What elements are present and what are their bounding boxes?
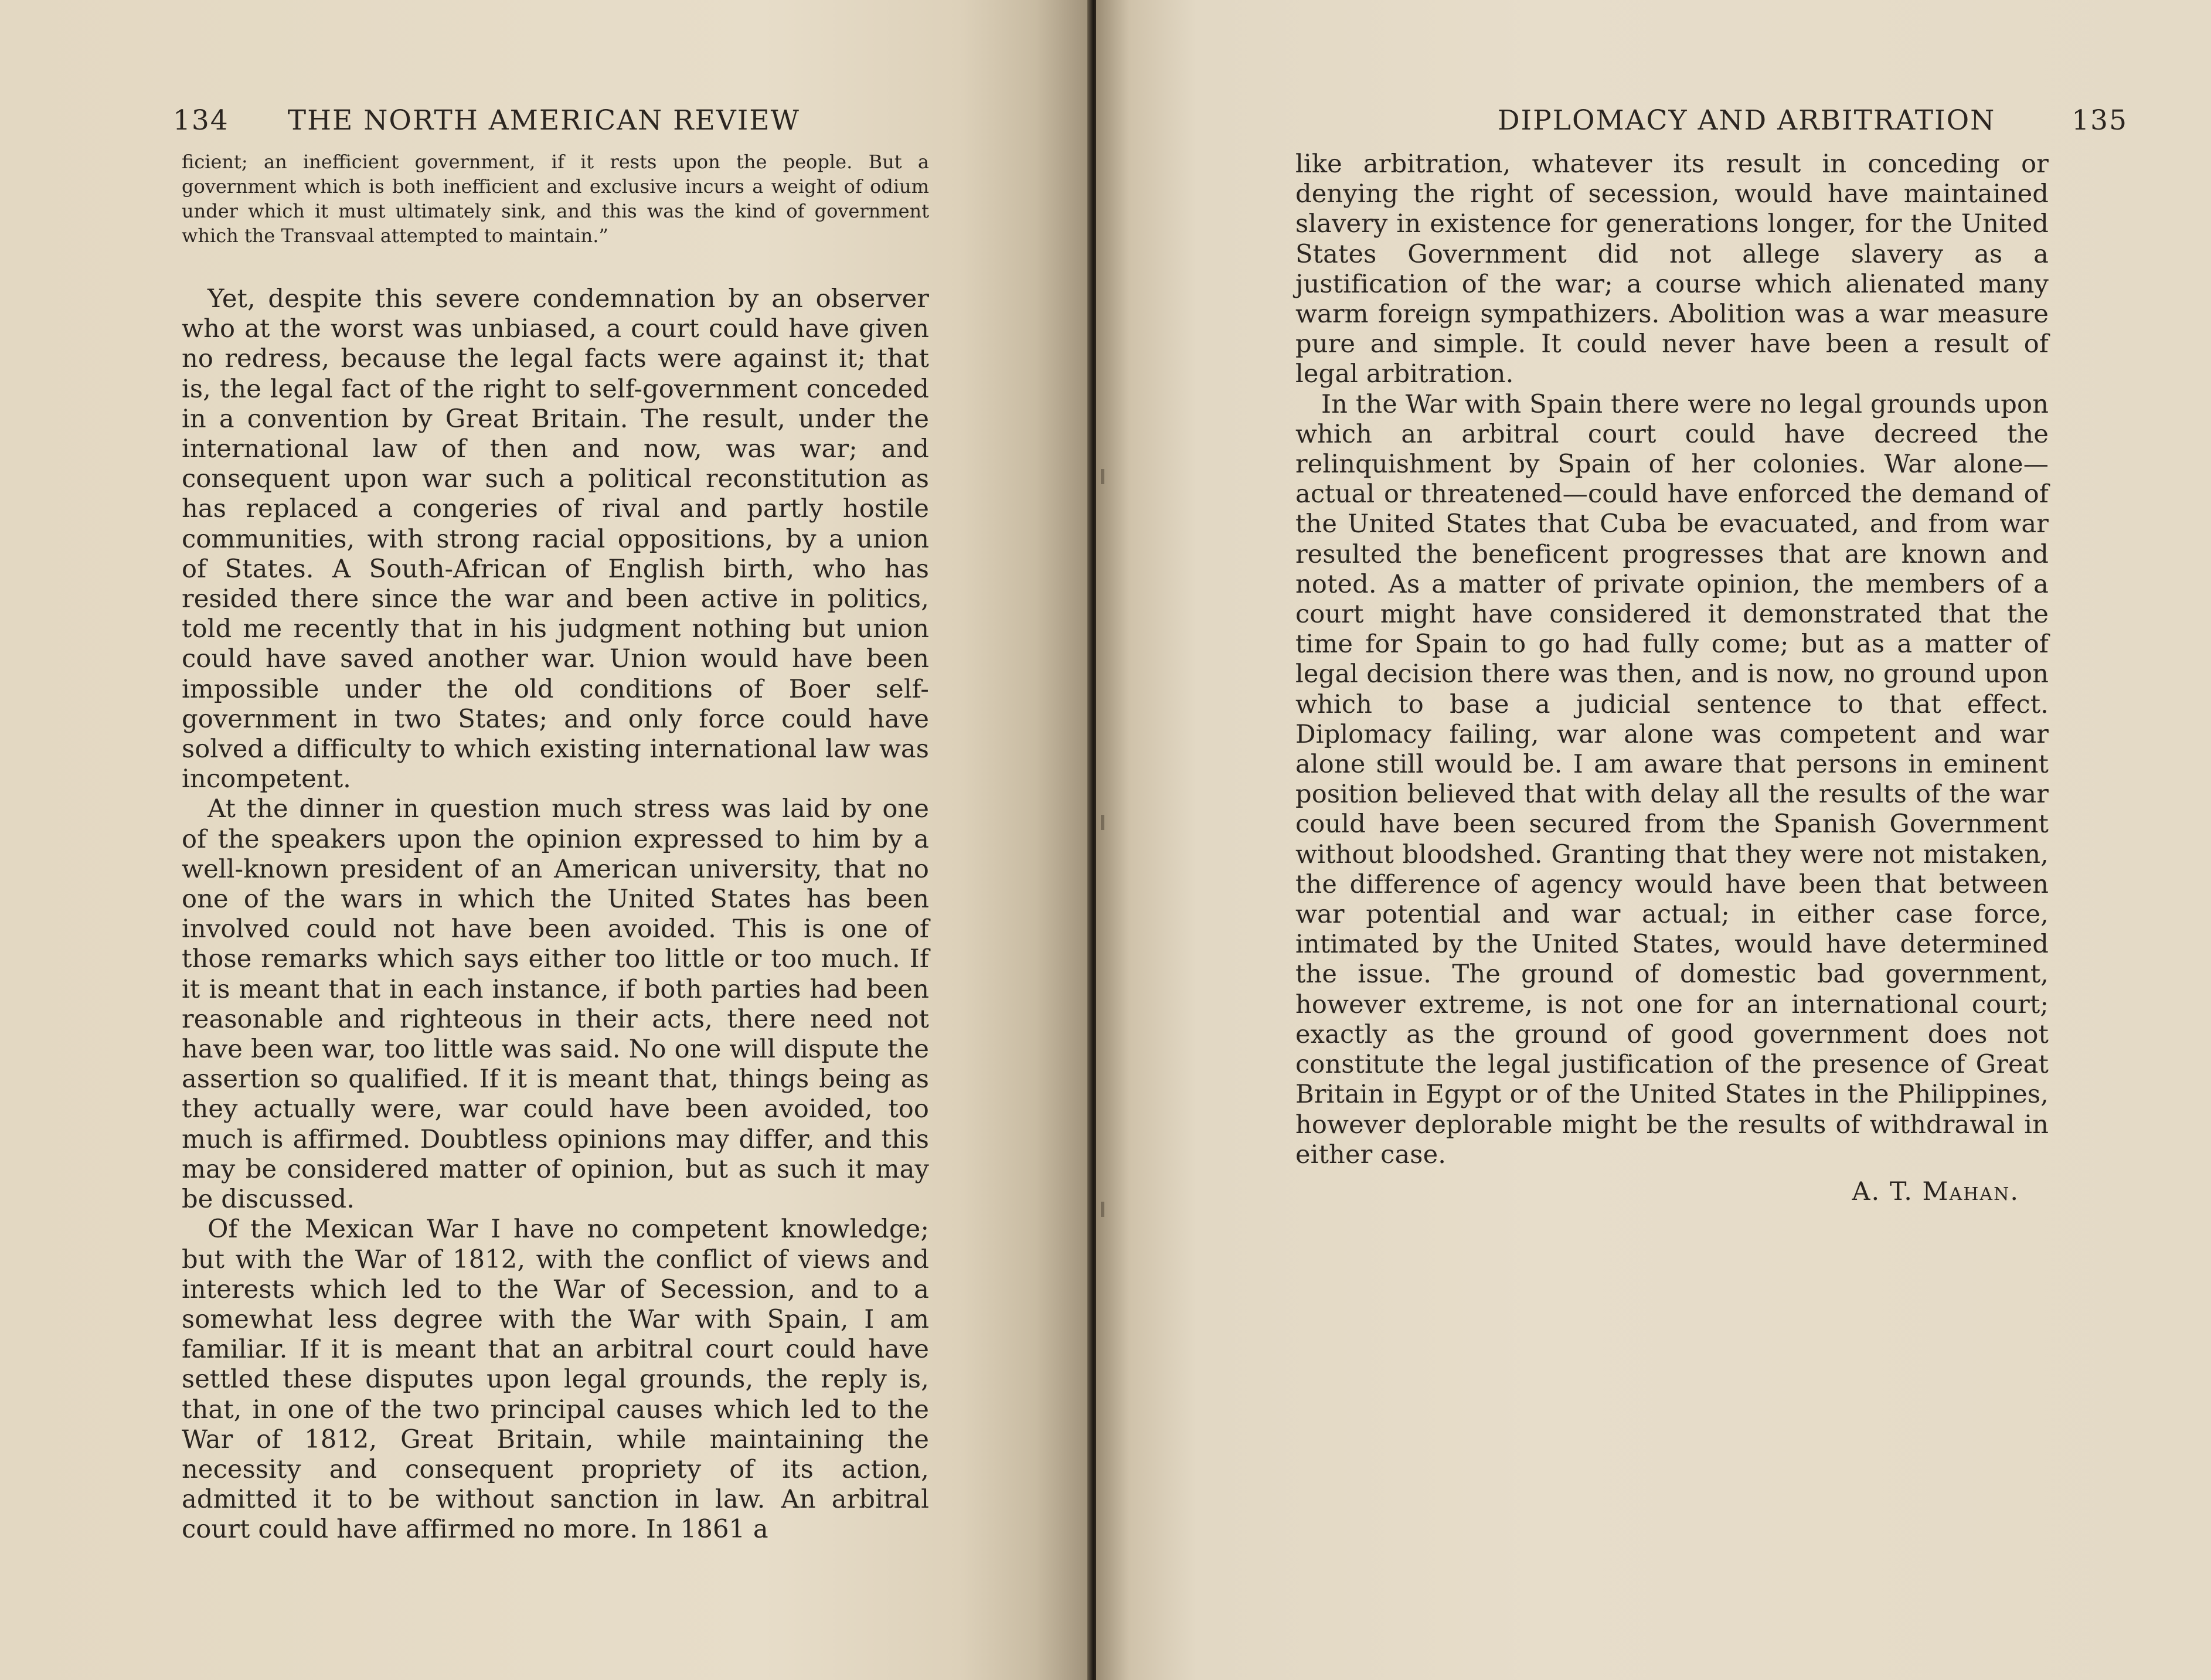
binding-mark xyxy=(1101,815,1104,830)
left-paragraph-3: Of the Mexican War I have no competent knowledge; but with the War of 1812, with the conflict of views and interests which led to the War of Secession, and to a somewhat less degree with the War with Spain, I am familiar. If it is meant that an arbitral court could have settled these disputes upon legal grounds, the reply is, that, in one of the two principal causes which led to the War of 1812, Great Britain, while maintaining the necessity and consequent propriety of its action, admitted it to be without sanction in law. An arbitral court could have affirmed no more. In 1861 a xyxy=(182,1215,929,1545)
left-paragraph-1: Yet, despite this severe condemnation by an observer who at the worst was unbiased, a court could have given no redress, because the legal facts were against it; that is, the legal fact of the right to self-government conceded in a convention by Great Britain. The result, under the international law of then and now, was war; and consequent upon war such a political reconstitution as has replaced a congeries of rival and partly hostile communities, with strong racial oppositions, by a union of States. A South-African of English birth, who has resided there since the war and been active in politics, told me recently that in his judgment nothing but union could have saved another war. Union would have been impossible under the old conditions of Boer self-government in two States; and only force could have solved a difficulty to which existing international law was incompetent. xyxy=(182,284,929,794)
block-quote: ficient; an inefficient government, if it rests upon the people. But a government which is both inefficient and exclusive incurs a weight of odium under which it must ultimately sink, and this was the kind of government which the Transvaal attempted to maintain.” xyxy=(182,151,929,247)
left-running-title: THE NORTH AMERICAN REVIEW xyxy=(287,104,800,137)
right-running-head xyxy=(1424,104,2128,137)
right-paragraph-2: In the War with Spain there were no legal grounds upon which an arbitral court could have decreed the relinquishment by Spain of her colonies. War alone—actual or threatened—could have enforced the demand of the United States that Cuba be evacuated, and from war resulted the beneficent progresses that are known and noted. As a matter of private opinion, the members of a court might have considered it demonstrated that the time for Spain to go had fully come; but as a matter of legal decision there was then, and is now, no ground upon which to base a judicial sentence to that effect. Diplomacy failing, war alone was competent and war alone still would be. I am aware that persons in eminent position believed that with delay all the results of the war could have been secured from the Spanish Government without bloodshed. Granting that they were not mistaken, the difference of agency would have been that between war potential and war actual; in either case force, intimated by the United States, would have determined the issue. The ground of domestic bad government, however extreme, is not one for an international court; exactly as the ground of good government does not constitute the legal justification of the presence of Great Britain in Egypt or of the United States in the Philippines, however deplorable might be the results of withdrawal in either case. xyxy=(1295,389,2049,1169)
left-text-column xyxy=(182,149,929,1545)
right-text-column xyxy=(1295,149,2049,1206)
binding-mark xyxy=(1101,1202,1104,1217)
author-signature: A. T. Mahan. xyxy=(1852,1176,2019,1206)
left-paragraph-2: At the dinner in question much stress was laid by one of the speakers upon the opinion expressed to him by a well-known president of an American university, that no one of the wars in which the United States has been involved could not have been avoided. This is one of those remarks which says either too little or too much. If it is meant that in each instance, if both parties had been reasonable and righteous in their acts, there need not have been war, too little was said. No one will dispute the assertion so qualified. If it is meant that, things being as they actually were, war could have been avoided, too much is affirmed. Doubtless opinions may differ, and this may be considered matter of opinion, but as such it may be discussed. xyxy=(182,794,929,1215)
left-page xyxy=(0,0,1090,1680)
right-paragraph-1: like arbitration, whatever its result in conceding or denying the right of secession, would have maintained slavery in existence for generations longer, for the United States Government did not allege slavery as a justification of the war; a course which alienated many warm foreign sympathizers. Abolition was a war measure pure and simple. It could never have been a result of legal arbitration. xyxy=(1295,149,2049,389)
right-page-number: 135 xyxy=(2071,104,2128,137)
left-page-number: 134 xyxy=(173,104,229,137)
left-running-head xyxy=(173,104,929,137)
right-page xyxy=(1096,0,2211,1680)
right-running-title: DIPLOMACY AND ARBITRATION xyxy=(1497,104,1996,137)
binding-mark xyxy=(1101,469,1104,484)
